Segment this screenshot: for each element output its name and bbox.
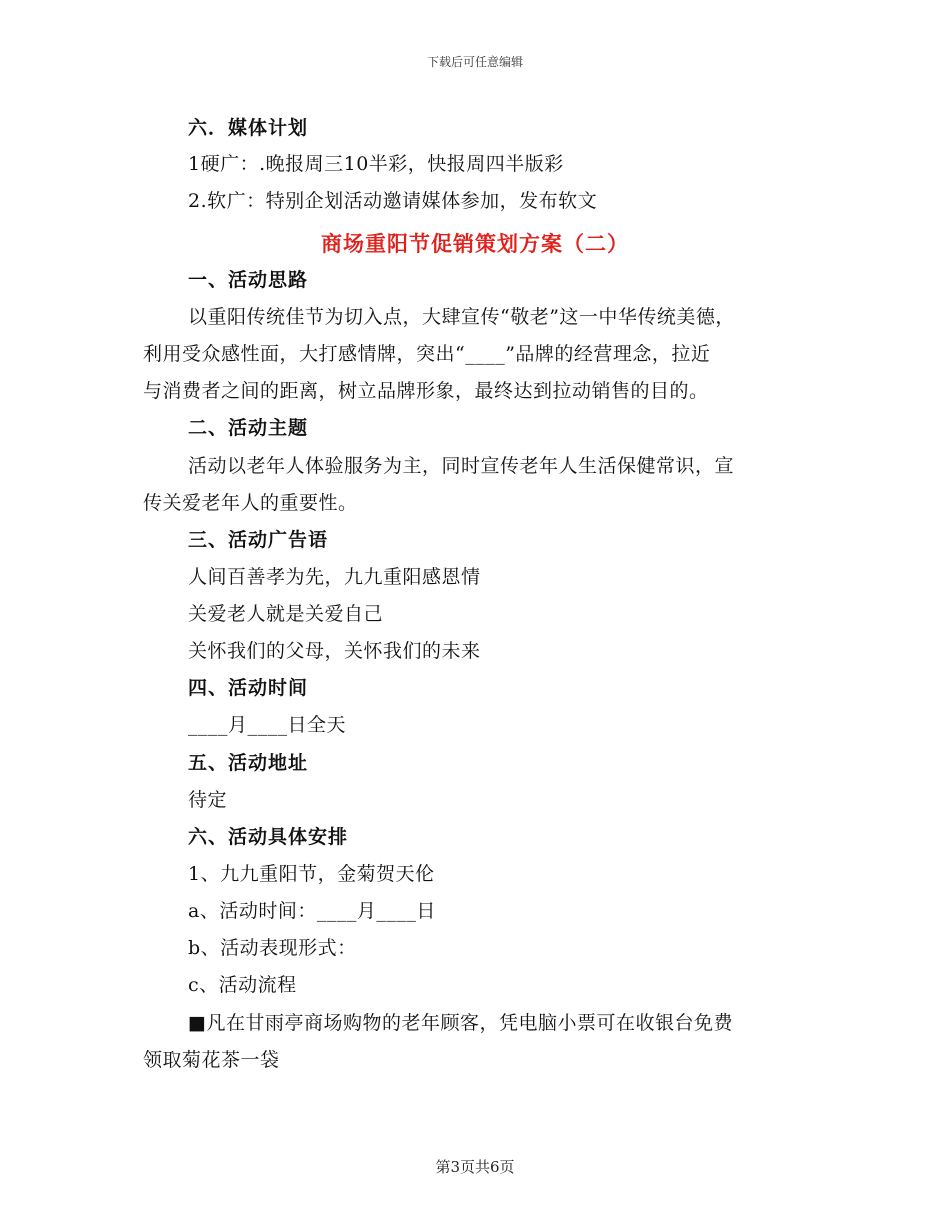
slogan-line: 人间百善孝为先，九九重阳感恩情 [188,566,481,588]
media-plan-heading: 六．媒体计划 [188,117,309,139]
bullet-line-continued: 领取菊花茶一袋 [143,1049,280,1071]
bullet-line: ■凡在甘雨亭商场购物的老年顾客，凭电脑小票可在收银台免费 [188,1012,733,1034]
section-heading-schedule: 六、活动具体安排 [188,826,349,848]
page-header-note: 下载后可任意编辑 [426,55,523,69]
slogan-line: 关怀我们的父母，关怀我们的未来 [188,640,481,662]
paragraph-line: 传关爱老年人的重要性。 [143,492,358,514]
section-heading-activity-time: 四、活动时间 [188,677,309,699]
paragraph-line: 活动以老年人体验服务为主，同时宣传老年人生活保健常识，宣 [188,455,735,477]
section-heading-activity-theme: 二、活动主题 [188,417,309,439]
media-plan-line-1: 1硬广：.晚报周三10半彩，快报周四半版彩 [188,153,564,175]
paragraph-line: 利用受众感性面，大打感情牌，突出“____”品牌的经营理念，拉近 [143,343,711,365]
section-heading-slogans: 三、活动广告语 [188,529,329,551]
paragraph-line: 与消费者之间的距离，树立品牌形象，最终达到拉动销售的目的。 [143,380,709,402]
schedule-item-a: a、活动时间：____月____日 [188,900,436,922]
activity-time-value: ____月____日全天 [188,714,347,736]
document-title: 商场重阳节促销策划方案（二） [321,232,629,256]
schedule-item-1: 1、九九重阳节，金菊贺天伦 [188,863,435,885]
slogan-line: 关爱老人就是关爱自己 [188,603,384,625]
schedule-item-b: b、活动表现形式： [188,937,357,959]
media-plan-line-2: 2.软广：特别企划活动邀请媒体参加，发布软文 [188,190,598,212]
schedule-item-c: c、活动流程 [188,974,297,996]
section-heading-activity-location: 五、活动地址 [188,752,309,774]
section-heading-activity-idea: 一、活动思路 [188,269,309,291]
activity-location-value: 待定 [188,789,228,811]
page-number-footer: 第3页共6页 [435,1158,515,1176]
paragraph-line: 以重阳传统佳节为切入点，大肆宣传“敬老”这一中华传统美德， [188,306,735,328]
